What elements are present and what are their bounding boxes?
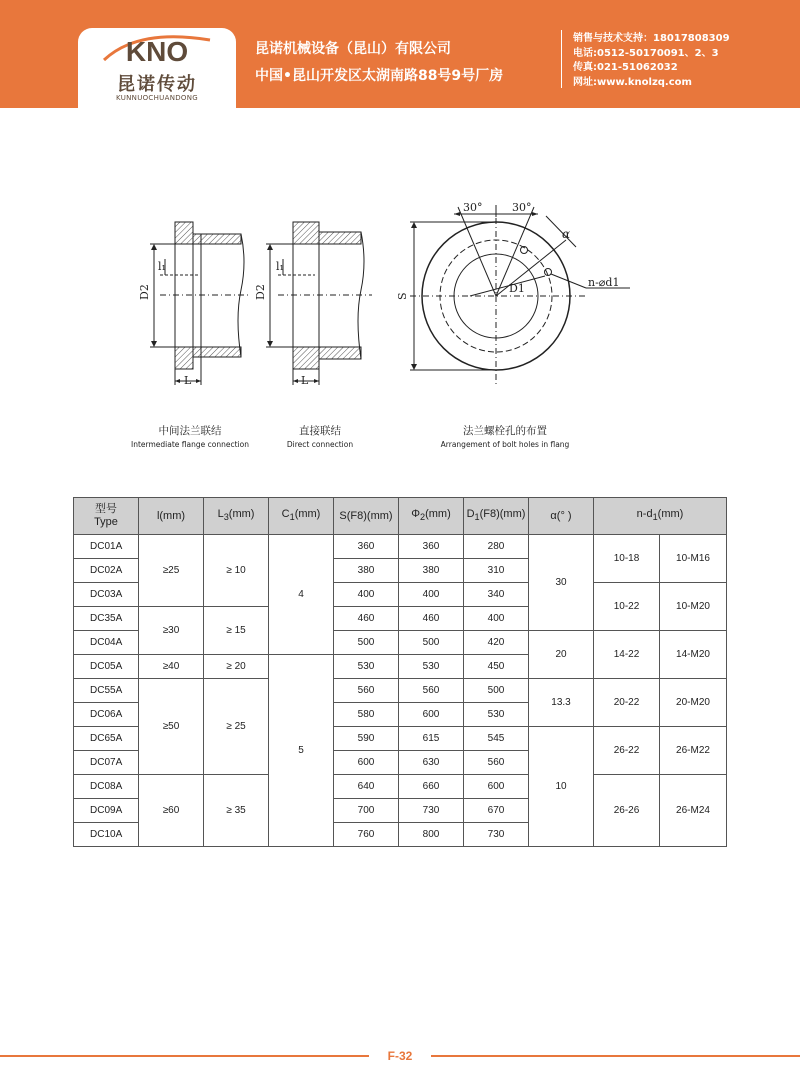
- header-type-cn: 型号: [95, 503, 117, 515]
- header-d1: [464, 498, 529, 535]
- cell-s: 700: [334, 799, 399, 823]
- header-c1-symbol: C: [281, 507, 290, 520]
- cell-alpha: 20: [529, 631, 594, 679]
- header-d1-unit: (F8)(mm): [479, 507, 526, 520]
- cell-type: DC01A: [74, 535, 139, 559]
- cell-type: DC03A: [74, 583, 139, 607]
- table-row: [74, 775, 727, 799]
- technical-drawings: [0, 180, 800, 400]
- l1-label-2: l₁: [276, 260, 284, 273]
- cell-s: 640: [334, 775, 399, 799]
- cell-alpha: 30: [529, 535, 594, 631]
- header-c1-sub: 1: [289, 512, 295, 523]
- cell-d1: 340: [464, 583, 529, 607]
- cell-s: 460: [334, 607, 399, 631]
- cell-s: 530: [334, 655, 399, 679]
- contact-web[interactable]: 网址:www.knolzq.com: [573, 76, 692, 88]
- header-nd: [594, 498, 727, 535]
- d2-label-1: D2: [138, 284, 151, 300]
- cell-n: 20-22: [594, 679, 660, 727]
- header-s: S(F8)(mm): [334, 498, 399, 535]
- header-c1: [269, 498, 334, 535]
- caption-intermediate-flange-cn: 中间法兰联结: [158, 425, 222, 437]
- contact-tel: 电话:0512-50170091、2、3: [573, 47, 719, 59]
- d2-label-2: D2: [254, 284, 267, 300]
- bolt-holes-label: n-⌀d1: [588, 276, 620, 289]
- intermediate-flange-drawing: [150, 222, 250, 385]
- page-header: [0, 0, 800, 108]
- contact-fax: 传真:021-51062032: [573, 62, 678, 73]
- angle-label-left: 30°: [463, 201, 483, 214]
- s-label: S: [396, 292, 409, 300]
- page-number: F-32: [369, 1046, 431, 1066]
- header-type-en: Type: [94, 516, 118, 528]
- cell-phi2: 460: [399, 607, 464, 631]
- cell-l3: ≥ 35: [204, 775, 269, 847]
- cell-d1: 500: [464, 679, 529, 703]
- cell-type: DC07A: [74, 751, 139, 775]
- header-nd-symbol: n-d: [636, 507, 653, 520]
- cell-d1: 400: [464, 607, 529, 631]
- cell-type: DC08A: [74, 775, 139, 799]
- cell-s: 600: [334, 751, 399, 775]
- cell-type: DC04A: [74, 631, 139, 655]
- angle-label-right: 30°: [512, 201, 532, 214]
- cell-n: 14-22: [594, 631, 660, 679]
- alpha-label: α: [562, 227, 571, 241]
- cell-phi2: 360: [399, 535, 464, 559]
- cell-type: DC06A: [74, 703, 139, 727]
- company-address: 中国•昆山开发区太湖南路88号9号厂房: [255, 68, 504, 84]
- cell-phi2: 400: [399, 583, 464, 607]
- length-label-1: L: [184, 374, 192, 387]
- cell-l3: ≥ 15: [204, 607, 269, 655]
- cell-n: 10-18: [594, 535, 660, 583]
- cell-l: ≥40: [139, 655, 204, 679]
- header-phi2-unit: (mm): [425, 507, 451, 520]
- cell-d1: 545: [464, 727, 529, 751]
- cell-d1: 530: [464, 703, 529, 727]
- cell-s: 380: [334, 559, 399, 583]
- cell-s: 400: [334, 583, 399, 607]
- header-divider: [561, 30, 562, 88]
- cell-l: ≥30: [139, 607, 204, 655]
- cell-n: 26-26: [594, 775, 660, 847]
- cell-phi2: 630: [399, 751, 464, 775]
- length-label-2: L: [301, 374, 309, 387]
- cell-c1: 5: [269, 655, 334, 847]
- header-alpha: α(° ): [529, 498, 594, 535]
- cell-type: DC05A: [74, 655, 139, 679]
- cell-s: 580: [334, 703, 399, 727]
- cell-l: ≥60: [139, 775, 204, 847]
- l1-label-1: l₁: [158, 260, 166, 273]
- logo: [78, 28, 236, 108]
- cell-phi2: 600: [399, 703, 464, 727]
- cell-type: DC55A: [74, 679, 139, 703]
- header-c1-unit: (mm): [294, 507, 321, 520]
- cell-d: 10-M20: [660, 583, 727, 631]
- caption-intermediate-flange-en: Intermediate flange connection: [131, 440, 249, 449]
- header-l3-sub: 3: [223, 512, 229, 523]
- cell-d1: 280: [464, 535, 529, 559]
- cell-phi2: 380: [399, 559, 464, 583]
- cell-l3: ≥ 25: [204, 679, 269, 775]
- cell-s: 760: [334, 823, 399, 847]
- header-phi2-sub: 2: [420, 512, 426, 523]
- cell-phi2: 500: [399, 631, 464, 655]
- caption-bolt-holes: [430, 423, 580, 449]
- logo-mark-icon: [98, 30, 216, 66]
- cell-n: 26-22: [594, 727, 660, 775]
- cell-d1: 730: [464, 823, 529, 847]
- cell-d: 10-M16: [660, 535, 727, 583]
- cell-type: DC09A: [74, 799, 139, 823]
- cell-phi2: 730: [399, 799, 464, 823]
- logo-mark-text: KNO: [125, 36, 189, 66]
- cell-alpha: 10: [529, 727, 594, 847]
- cell-phi2: 560: [399, 679, 464, 703]
- cell-c1: 4: [269, 535, 334, 655]
- cell-d: 20-M20: [660, 679, 727, 727]
- cell-s: 360: [334, 535, 399, 559]
- header-d1-symbol: D: [466, 507, 475, 520]
- cell-type: DC02A: [74, 559, 139, 583]
- company-info: [255, 36, 503, 90]
- cell-s: 590: [334, 727, 399, 751]
- cell-d1: 670: [464, 799, 529, 823]
- cell-l: ≥25: [139, 535, 204, 607]
- logo-english-name: KUNNUOCHUANDONG: [116, 94, 198, 102]
- cell-l3: ≥ 10: [204, 535, 269, 607]
- contact-info: [573, 32, 730, 90]
- cell-d1: 600: [464, 775, 529, 799]
- header-l3: [204, 498, 269, 535]
- caption-bolt-holes-cn: 法兰螺栓孔的布置: [463, 425, 547, 437]
- cell-d: 26-M24: [660, 775, 727, 847]
- cell-type: DC35A: [74, 607, 139, 631]
- header-phi2-symbol: Φ: [411, 507, 421, 520]
- cell-phi2: 800: [399, 823, 464, 847]
- logo-chinese-name: 昆诺传动: [117, 74, 197, 95]
- cell-type: DC10A: [74, 823, 139, 847]
- cell-l: ≥50: [139, 679, 204, 775]
- header-d1-sub: 1: [474, 512, 480, 523]
- caption-direct-connection-cn: 直接联结: [299, 425, 341, 437]
- bolt-hole-arrangement-drawing: [410, 205, 630, 385]
- cell-l3: ≥ 20: [204, 655, 269, 679]
- cell-n: 10-22: [594, 583, 660, 631]
- company-name: 昆诺机械设备（昆山）有限公司: [255, 41, 451, 57]
- cell-d1: 450: [464, 655, 529, 679]
- d1-label: D1: [509, 282, 525, 295]
- cell-d: 14-M20: [660, 631, 727, 679]
- caption-bolt-holes-en: Arrangement of bolt holes in flang: [440, 440, 570, 449]
- cell-alpha: 13.3: [529, 679, 594, 727]
- cell-phi2: 530: [399, 655, 464, 679]
- header-nd-sub: 1: [652, 512, 658, 523]
- cell-type: DC65A: [74, 727, 139, 751]
- cell-d1: 560: [464, 751, 529, 775]
- cell-phi2: 615: [399, 727, 464, 751]
- table-header-row: [74, 498, 727, 535]
- contact-sales: 销售与技术支持：18017808309: [573, 33, 730, 44]
- cell-s: 500: [334, 631, 399, 655]
- cell-phi2: 660: [399, 775, 464, 799]
- header-l: l(mm): [139, 498, 204, 535]
- caption-direct-connection: [258, 423, 382, 449]
- caption-direct-connection-en: Direct connection: [286, 440, 354, 449]
- table-row: [74, 535, 727, 559]
- header-phi2: [399, 498, 464, 535]
- caption-intermediate-flange: [120, 423, 260, 449]
- cell-s: 560: [334, 679, 399, 703]
- header-l3-unit: (mm): [228, 507, 255, 520]
- direct-connection-drawing: [266, 222, 372, 385]
- cell-d: 26-M22: [660, 727, 727, 775]
- table-row: [74, 679, 727, 703]
- header-l3-symbol: L: [217, 507, 224, 520]
- cell-d1: 310: [464, 559, 529, 583]
- cell-d1: 420: [464, 631, 529, 655]
- spec-table: [73, 497, 727, 847]
- header-type: [74, 498, 139, 535]
- header-nd-unit: (mm): [657, 507, 684, 520]
